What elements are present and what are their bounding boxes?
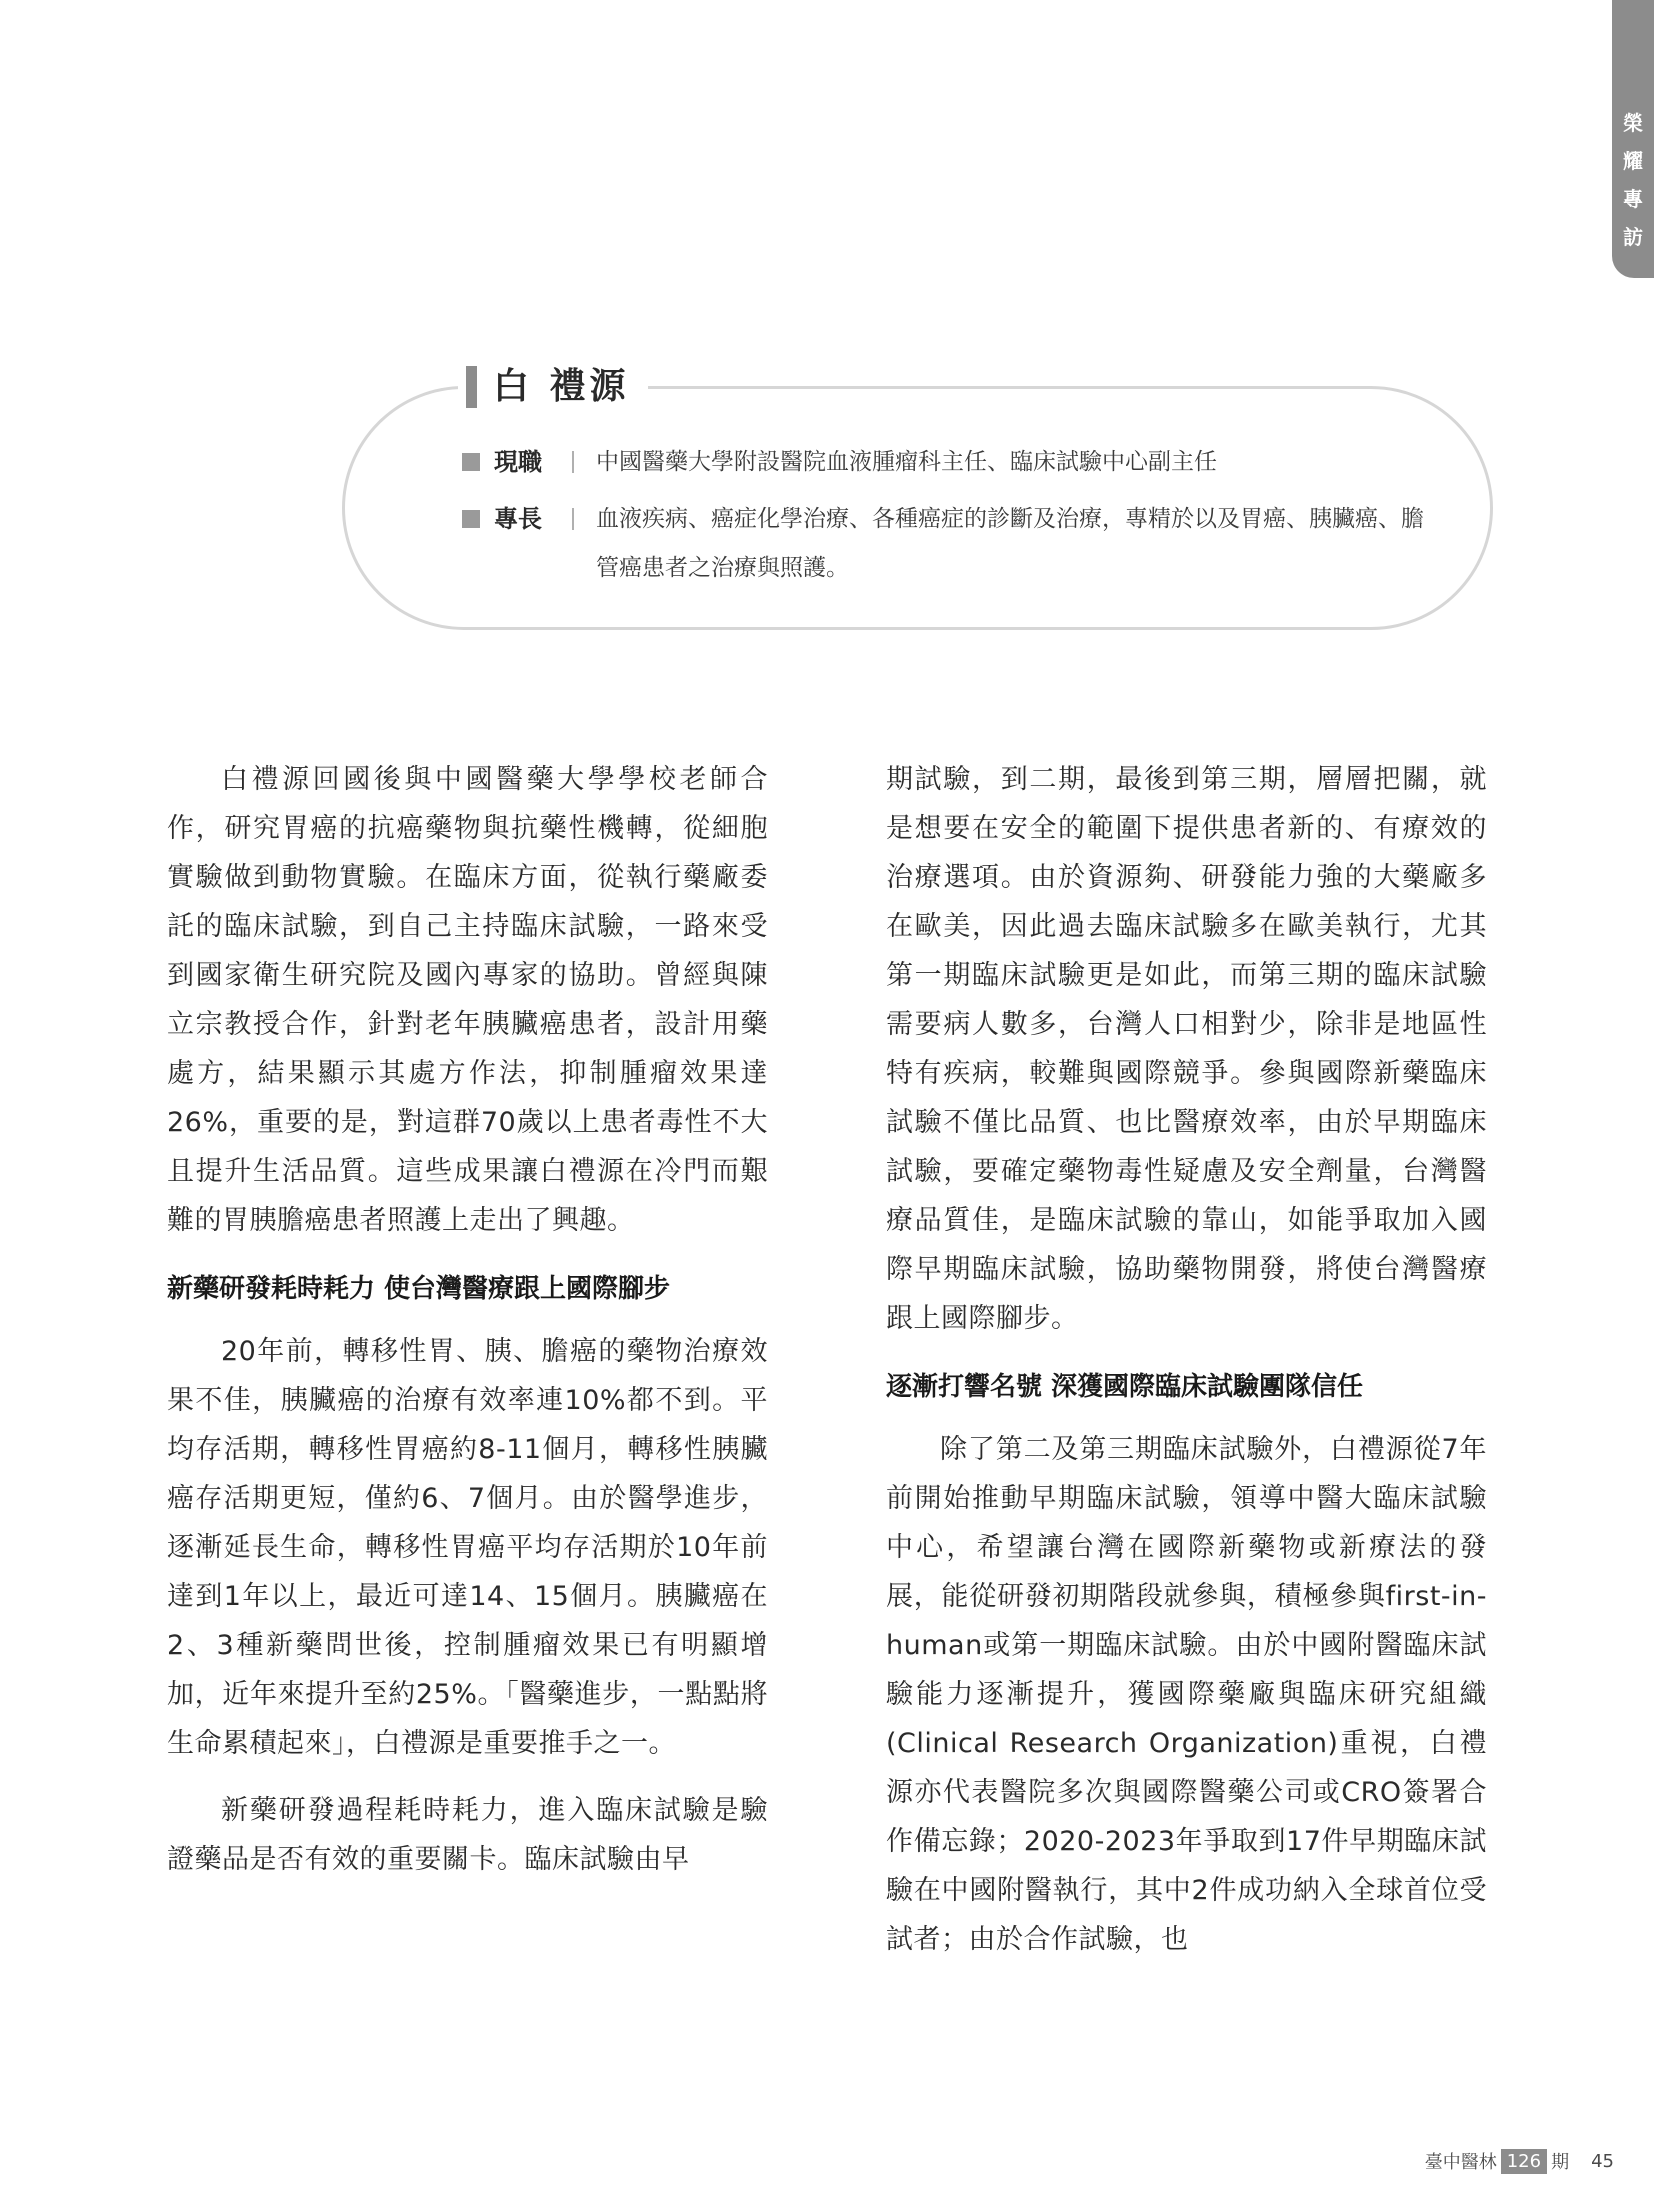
- page-footer: [1425, 2148, 1614, 2174]
- row-separator: [572, 508, 574, 530]
- article-subheading: 逐漸打響名號 深獲國際臨床試驗團隊信任: [886, 1372, 1364, 1402]
- position-text: 中國醫藥大學附設醫院血液腫瘤科主任、臨床試驗中心副主任: [596, 449, 1217, 475]
- bullet-square-icon: [462, 453, 480, 471]
- profile-position-row: [462, 445, 1436, 487]
- position-label: 現職: [494, 448, 542, 476]
- profile-specialty-row: [462, 502, 1436, 593]
- section-tab-char: 專: [1623, 187, 1643, 211]
- magazine-name: 臺中醫林: [1424, 2152, 1497, 2173]
- section-tab-char: 榮: [1623, 111, 1643, 135]
- section-tab-char: 訪: [1623, 225, 1643, 249]
- article-paragraph: 除了第二及第三期臨床試驗外，白禮源從7年前開始推動早期臨床試驗，領導中醫大臨床試驗中心，希望讓台灣在國際新藥物或新療法的發展，能從研發初期階段就參與，積極參與first-in-human或第一期臨床試驗。由於中國附醫臨床試驗能力逐漸提升，獲國際藥廠與臨床研究組織(Clinical Research Organization)重視，白禮源亦代表醫院多次與國際醫藥公司或CRO簽署合作備忘錄；2020-2023年爭取到17件早期臨床試驗在中國附醫執行，其中2件成功納入全球首位受試者；由於合作試驗，也: [886, 1434, 1487, 1955]
- specialty-label: 專長: [494, 505, 542, 533]
- issue-number: 126: [1501, 2149, 1547, 2174]
- row-separator: [572, 451, 574, 473]
- issue-suffix: 期: [1551, 2152, 1570, 2173]
- article-column-right: [886, 755, 1487, 1964]
- profile-name-header: [458, 362, 648, 412]
- bullet-square-icon: [462, 510, 480, 528]
- article-paragraph: 白禮源回國後與中國醫藥大學學校老師合作，研究胃癌的抗癌藥物與抗藥性機轉，從細胞實驗做到動物實驗。在臨床方面，從執行藥廠委託的臨床試驗，到自己主持臨床試驗，一路來受到國家衛生研究院及國內專家的協助。曾經與陳立宗教授合作，針對老年胰臟癌患者，設計用藥處方，結果顯示其處方作法，抑制腫瘤效果達26%，重要的是，對這群70歲以上患者毒性不大且提升生活品質。這些成果讓白禮源在冷門而艱難的胃胰膽癌患者照護上走出了興趣。: [167, 764, 768, 1236]
- article-paragraph: 20年前，轉移性胃、胰、膽癌的藥物治療效果不佳，胰臟癌的治療有效率連10%都不到。平均存活期，轉移性胃癌約8-11個月，轉移性胰臟癌存活期更短，僅約6、7個月。由於醫學進步，逐漸延長生命，轉移性胃癌平均存活期於10年前達到1年以上，最近可達14、15個月。胰臟癌在2、3種新藥問世後，控制腫瘤效果已有明顯增加，近年來提升至約25%。「醫藥進步，一點點將生命累積起來」，白禮源是重要推手之一。: [167, 1336, 768, 1759]
- article-paragraph: 新藥研發過程耗時耗力，進入臨床試驗是驗證藥品是否有效的重要關卡。臨床試驗由早: [167, 1795, 768, 1875]
- profile-name: 白 禮源: [493, 366, 630, 407]
- article-column-left: [167, 755, 768, 1884]
- page-number: 45: [1591, 2150, 1614, 2172]
- article-subheading: 新藥研發耗時耗力 使台灣醫療跟上國際腳步: [167, 1274, 671, 1304]
- article-paragraph: 期試驗，到二期，最後到第三期，層層把關，就是想要在安全的範圍下提供患者新的、有療效的治療選項。由於資源夠、研發能力強的大藥廠多在歐美，因此過去臨床試驗多在歐美執行，尤其第一期臨床試驗更是如此，而第三期的臨床試驗需要病人數多，台灣人口相對少，除非是地區性特有疾病，較難與國際競爭。參與國際新藥臨床試驗不僅比品質、也比醫療效率，由於早期臨床試驗，要確定藥物毒性疑慮及安全劑量，台灣醫療品質佳，是臨床試驗的靠山，如能爭取加入國際早期臨床試驗，協助藥物開發，將使台灣醫療跟上國際腳步。: [886, 764, 1487, 1334]
- specialty-text: 血液疾病、癌症化學治療、各種癌症的診斷及治療，專精於以及胃癌、胰臟癌、膽管癌患者之治療與照護。: [596, 506, 1424, 581]
- section-tab: [1612, 0, 1654, 278]
- section-tab-char: 耀: [1623, 149, 1643, 173]
- name-accent-bar: [466, 366, 477, 408]
